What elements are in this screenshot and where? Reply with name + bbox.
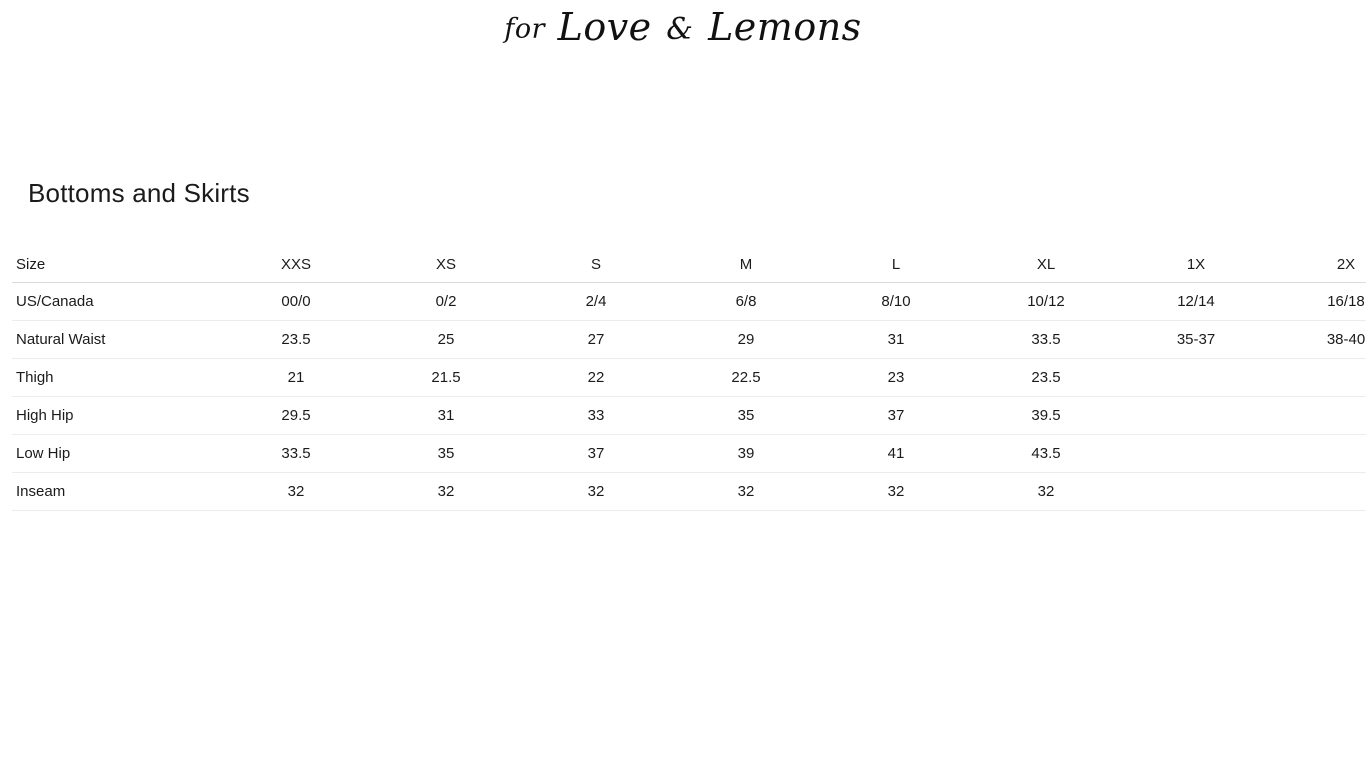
column-header-s: S — [521, 246, 671, 283]
table-row — [12, 321, 1366, 359]
page-title: Bottoms and Skirts — [28, 178, 250, 208]
column-header-2x: 2X — [1271, 246, 1366, 283]
cell-value: 21 — [221, 359, 371, 397]
cell-value: 31 — [821, 321, 971, 359]
cell-value: 23.5 — [971, 359, 1121, 397]
row-label: Natural Waist — [12, 321, 221, 359]
row-label: Low Hip — [12, 435, 221, 473]
brand-logo[interactable] — [0, 5, 1366, 49]
cell-value: 25 — [371, 321, 521, 359]
row-label: Thigh — [12, 359, 221, 397]
cell-value — [1271, 359, 1366, 397]
cell-value: 16/18 — [1271, 283, 1366, 321]
cell-value: 32 — [521, 473, 671, 511]
logo-word-for: for — [504, 13, 545, 45]
column-header-xs: XS — [371, 246, 521, 283]
cell-value: 29 — [671, 321, 821, 359]
cell-value — [1121, 473, 1271, 511]
row-label: Inseam — [12, 473, 221, 511]
cell-value: 2/4 — [521, 283, 671, 321]
table-header-row — [12, 246, 1366, 283]
cell-value: 23.5 — [221, 321, 371, 359]
row-label: US/Canada — [12, 283, 221, 321]
cell-value: 27 — [521, 321, 671, 359]
column-header-xl: XL — [971, 246, 1121, 283]
logo-word-love: Love — [557, 5, 652, 49]
cell-value: 10/12 — [971, 283, 1121, 321]
cell-value: 21.5 — [371, 359, 521, 397]
cell-value: 29.5 — [221, 397, 371, 435]
table-row — [12, 435, 1366, 473]
table-row — [12, 473, 1366, 511]
logo-word-lemons: Lemons — [708, 5, 862, 49]
brand-logo-text — [504, 5, 862, 49]
cell-value — [1121, 435, 1271, 473]
cell-value: 8/10 — [821, 283, 971, 321]
cell-value — [1121, 359, 1271, 397]
table-body — [12, 283, 1366, 511]
cell-value: 43.5 — [971, 435, 1121, 473]
size-chart-table-wrapper — [12, 246, 1364, 511]
cell-value: 32 — [221, 473, 371, 511]
cell-value: 32 — [671, 473, 821, 511]
cell-value: 22 — [521, 359, 671, 397]
cell-value: 37 — [521, 435, 671, 473]
column-header-m: M — [671, 246, 821, 283]
cell-value: 22.5 — [671, 359, 821, 397]
cell-value: 37 — [821, 397, 971, 435]
cell-value: 41 — [821, 435, 971, 473]
table-row — [12, 397, 1366, 435]
cell-value: 39.5 — [971, 397, 1121, 435]
cell-value: 35-37 — [1121, 321, 1271, 359]
column-header-size: Size — [12, 246, 221, 283]
table-row — [12, 359, 1366, 397]
cell-value: 12/14 — [1121, 283, 1271, 321]
cell-value: 31 — [371, 397, 521, 435]
cell-value: 32 — [971, 473, 1121, 511]
cell-value: 38-40 — [1271, 321, 1366, 359]
table-header — [12, 246, 1366, 283]
column-header-1x: 1X — [1121, 246, 1271, 283]
cell-value: 0/2 — [371, 283, 521, 321]
table-row — [12, 283, 1366, 321]
size-chart-table — [12, 246, 1366, 511]
cell-value: 39 — [671, 435, 821, 473]
cell-value — [1271, 473, 1366, 511]
cell-value: 32 — [371, 473, 521, 511]
cell-value: 35 — [371, 435, 521, 473]
cell-value: 6/8 — [671, 283, 821, 321]
logo-ampersand: & — [666, 11, 694, 47]
cell-value: 33.5 — [221, 435, 371, 473]
cell-value — [1121, 397, 1271, 435]
column-header-xxs: XXS — [221, 246, 371, 283]
cell-value: 33 — [521, 397, 671, 435]
cell-value — [1271, 397, 1366, 435]
cell-value — [1271, 435, 1366, 473]
row-label: High Hip — [12, 397, 221, 435]
column-header-l: L — [821, 246, 971, 283]
cell-value: 00/0 — [221, 283, 371, 321]
cell-value: 33.5 — [971, 321, 1121, 359]
cell-value: 32 — [821, 473, 971, 511]
cell-value: 23 — [821, 359, 971, 397]
cell-value: 35 — [671, 397, 821, 435]
